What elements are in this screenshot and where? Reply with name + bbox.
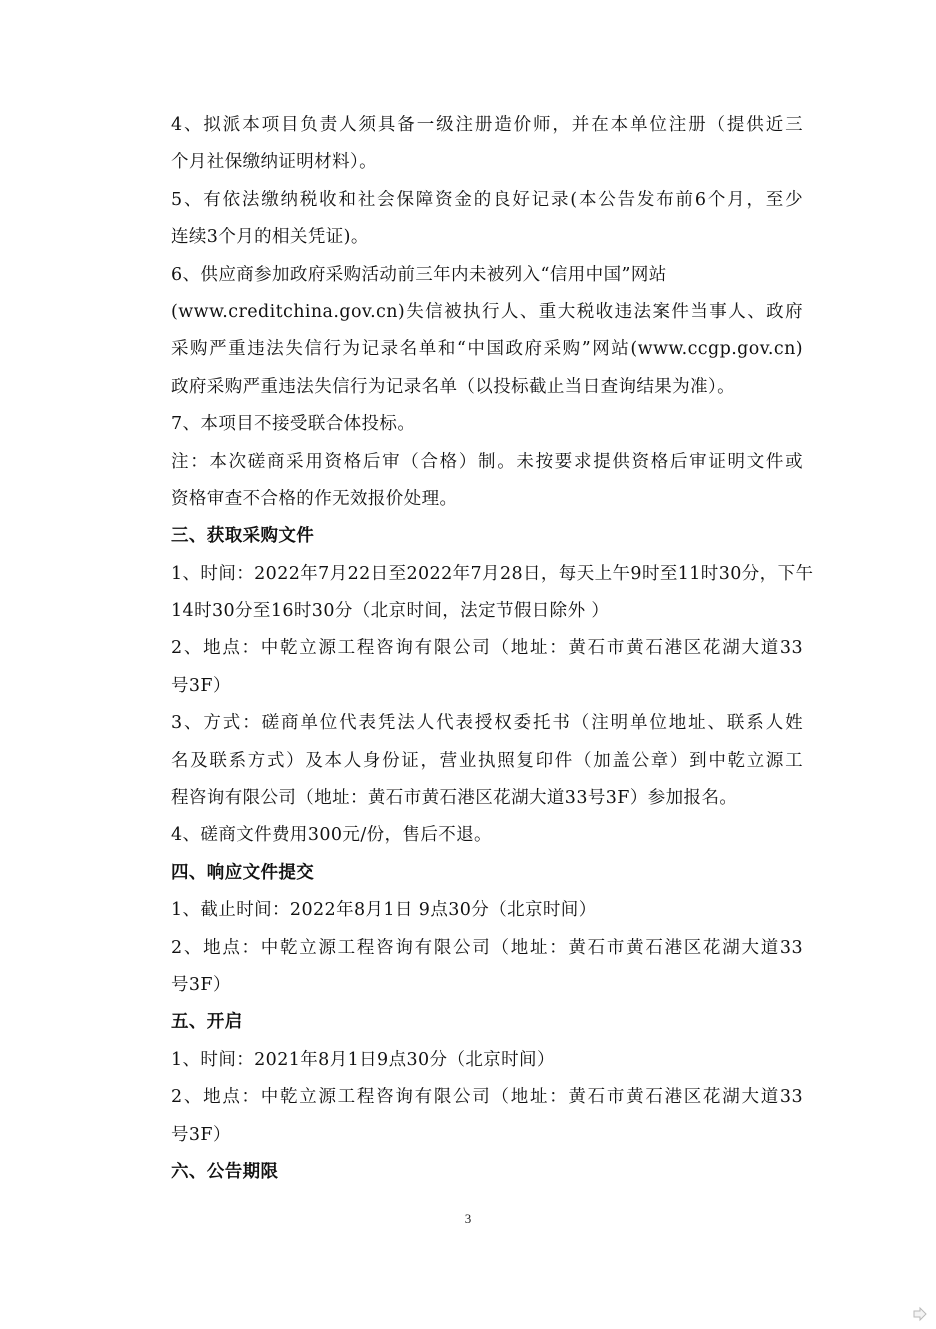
text-line: 3、方式：磋商单位代表凭法人代表授权委托书（注明单位地址、联系人姓	[171, 713, 803, 734]
text-line: 1、时间：2021年8月1日9点30分（北京时间）	[171, 1049, 555, 1070]
text-line: 5、有依法缴纳税收和社会保障资金的良好记录(本公告发布前6个月，至少	[171, 189, 803, 210]
text-line: 政府采购严重违法失信行为记录名单（以投标截止当日查询结果为准）。	[171, 376, 736, 397]
section-heading: 四、响应文件提交	[171, 862, 315, 883]
section-heading: 六、公告期限	[171, 1161, 279, 1182]
text-line: 资格审查不合格的作无效报价处理。	[171, 488, 458, 509]
text-line: 采购严重违法失信行为记录名单和“中国政府采购”网站(www.ccgp.gov.cn)	[171, 339, 803, 360]
page-number: 3	[464, 1211, 472, 1226]
text-line: 2、地点：中乾立源工程咨询有限公司（地址：黄石市黄石港区花湖大道33	[171, 937, 803, 958]
next-page-icon[interactable]	[912, 1306, 928, 1322]
section-heading: 五、开启	[171, 1012, 243, 1033]
document-body	[171, 107, 814, 1191]
text-line: 14时30分至16时30分（北京时间，法定节假日除外 ）	[171, 601, 610, 622]
text-line: 连续3个月的相关凭证)。	[171, 227, 369, 248]
text-line: 号3F）	[171, 675, 231, 696]
text-line: 4、磋商文件费用300元/份，售后不退。	[171, 825, 492, 846]
text-line: 6、供应商参加政府采购活动前三年内未被列入“信用中国”网站	[171, 264, 667, 285]
section-heading: 三、获取采购文件	[171, 526, 315, 547]
text-line: (www.creditchina.gov.cn)失信被执行人、重大税收违法案件当事人、政府	[171, 301, 803, 322]
text-line: 程咨询有限公司（地址：黄石市黄石港区花湖大道33号3F）参加报名。	[171, 788, 738, 809]
text-line: 1、截止时间：2022年8月1日 9点30分（北京时间）	[171, 900, 597, 921]
text-line: 4、拟派本项目负责人须具备一级注册造价师，并在本单位注册（提供近三	[171, 115, 803, 135]
text-line: 个月社保缴纳证明材料）。	[171, 152, 378, 173]
arrow-right-icon	[912, 1306, 928, 1322]
text-line: 号3F）	[171, 974, 231, 995]
text-line: 名及联系方式）及本人身份证，营业执照复印件（加盖公章）到中乾立源工	[171, 750, 803, 771]
text-line: 号3F）	[171, 1124, 231, 1145]
text-line: 2、地点：中乾立源工程咨询有限公司（地址：黄石市黄石港区花湖大道33	[171, 1087, 803, 1108]
text-line: 7、本项目不接受联合体投标。	[171, 414, 416, 435]
text-line: 注：本次磋商采用资格后审（合格）制。未按要求提供资格后审证明文件或	[171, 451, 803, 472]
text-line: 2、地点：中乾立源工程咨询有限公司（地址：黄石市黄石港区花湖大道33	[171, 638, 803, 659]
text-line: 1、时间：2022年7月22日至2022年7月28日，每天上午9时至11时30分，下午	[171, 563, 814, 584]
